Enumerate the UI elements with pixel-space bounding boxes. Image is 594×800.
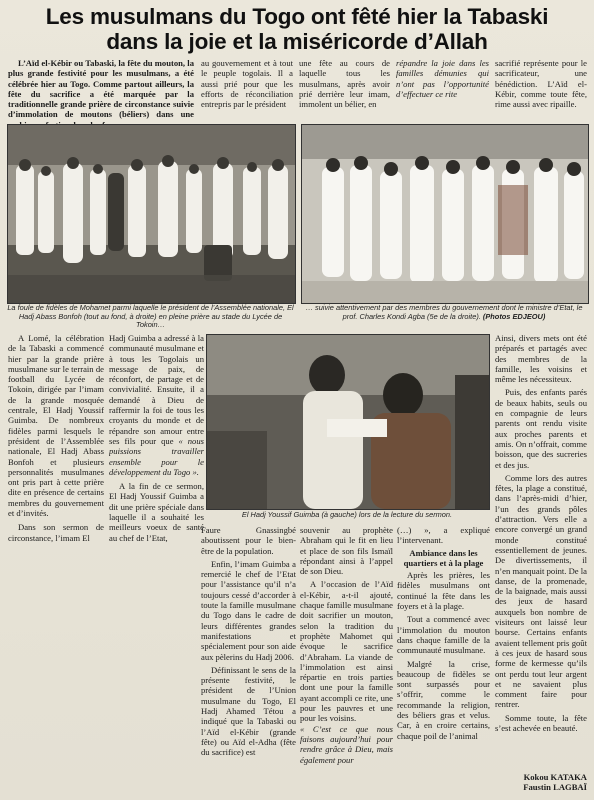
lead-text: L’Aïd el-Kébir ou Tabaski, la fête du mouton, la plus grande festivité pour les musulmans, a été célébrée hier au Togo. Comme partout ailleurs, la fête du sacrifice a été marquée par la traditionnelle grande prière de circonstance suivie d’immolation de moutons (béliers) dans une bbox=[8, 58, 194, 120]
caption-photo-1: La foule de fidèles de Mohamet parmi laquelle le président de l’Assemblée nationale, El Hadj Abass Bonfoh (tout au fond, à droite) en pleine prière au stade du Lycée de Tokoin… bbox=[7, 303, 294, 330]
col3-bot-quote: « C’est ce que nous faisons aujourd’hui pour rendre grâce à Dieu, mais également pour bbox=[300, 723, 393, 765]
column-3-bottom bbox=[300, 525, 393, 797]
col5-top-text: sacrifié représente pour le sacrificateur, une bénédiction. L’Aïd el-Kébir, comme toute fête, rime aussi avec ripaille. bbox=[495, 58, 587, 110]
government-members-image bbox=[302, 125, 588, 303]
column-4-top bbox=[396, 58, 489, 120]
section-subhead: Ambiance dans les quartiers et à la plage bbox=[403, 547, 484, 568]
col2-bot-b: Enfin, l’imam Guimba a remercié le chef de l’Etat pour l’assistance qu’il n’a toujours cessé d’accorder à toute la famille musulmane du Togo dans le cadre de leurs différentes grandes manifestations et spécialement pour son aide aux pèlerins du Hadj 2006. bbox=[201, 558, 296, 662]
col4-top-text: répandre la joie dans les familles démunies qui n’ont pas l’opportunité d’effectuer ce rite bbox=[396, 58, 489, 99]
col5-mid-d: Somme toute, la fête s’est achevée en beauté. bbox=[495, 712, 587, 733]
photo-government-members bbox=[301, 124, 589, 304]
col4-bot-b: Après les prières, les fidèles musulmans ont continué la fête dans les foyers et à la plage. bbox=[397, 570, 490, 612]
column-1-body bbox=[8, 333, 104, 573]
caption-photo-2 bbox=[301, 304, 587, 321]
lead-paragraph bbox=[8, 58, 194, 128]
col3-bot-a: souvenir au prophète Abraham qui le fit en lieu et place de son fils Ismaïl répondant ainsi à l’appel de son Dieu. bbox=[300, 525, 393, 577]
photo-credit: (Photos EDJEOU) bbox=[482, 311, 546, 321]
crowd-prayer-image bbox=[8, 125, 295, 303]
column-5-body bbox=[495, 333, 587, 793]
col5-mid: Ainsi, divers mets ont été préparés et partagés avec des membres de la famille, les voisins et même les nécessiteux. bbox=[495, 333, 587, 385]
col2-mid-a bbox=[109, 333, 204, 477]
col4-bot-d: Malgré la crise, beaucoup de fidèles se sont surpassés pour s’offrir, comme le recommande la religion, des béliers gras et velus. Car, à en croire certains, chaque poil de l’animal bbox=[397, 658, 490, 741]
col2-mid-a-text: Hadj Guimba a adressé à la communauté musulmane et à tous les Togolais un message de paix, de réconfort, de partage et de convivialité. Ensuite, il a demandé à Dieu de raffermir la foi de tous les croyants du monde et de répandre son amour entre ses fils pour que bbox=[109, 333, 204, 446]
author-2: Faustin LAGBAÏ bbox=[523, 782, 587, 792]
column-2-mid bbox=[109, 333, 204, 571]
caption-photo-3: El Hadj Youssif Guimba (à gauche) lors de la lecture du sermon. bbox=[241, 510, 453, 519]
col2-mid-b: A la fin de ce sermon, El Hadj Youssif Guimba a dit une prière spéciale dans laquelle il a souhaité les meilleurs voeux de santé au chef de l’Etat, bbox=[109, 481, 204, 543]
column-2-top bbox=[201, 58, 293, 120]
column-2-bottom bbox=[201, 525, 296, 797]
col2-bot-a: Faure Gnassingbé aboutissent pour le bien-être de la population. bbox=[201, 525, 296, 556]
col2-mid-quote: « nous puissions travailler ensemble pour le développement du Togo ». bbox=[109, 435, 204, 477]
col5-mid-c: Comme lors des autres fêtes, la plage a constitué, dans l’après-midi d’hier, l’un des grands pôles d’attraction. Vers elle a encore convergé un grand monde constitué essentiellement de jeunes. De divertissements, il n’en manquait point. De la danse, de la promenade, de la baignade, mais aussi des jeux de hasard auxquels bon nombre de visiteurs ont laissé leur bourse. Certains enfants avaient tellement pris goût à ces jeux de hasard sous forme de kermesse qu’ils ont perdu tout leur argent et ne savaient plus comment faire pour rentrer. bbox=[495, 472, 587, 710]
headline-line-1: Les musulmans du Togo ont fêté hier la Tabaski bbox=[45, 4, 549, 29]
col1-para-b: Dans son sermon de circonstance, l’imam El bbox=[8, 522, 104, 543]
col5-mid-b: Puis, des enfants parés de beaux habits, seuls ou en compagnie de leurs parents ont rendu visite aux proches parents et amis. On n’offrait, comme boisson, que des sucreries et des jus. bbox=[495, 387, 587, 470]
column-4-bottom bbox=[397, 525, 490, 797]
col3-top-text: une fête au cours de laquelle tous les musulmans, après avoir prié derrière leur imam, immolent un bélier, en bbox=[299, 58, 390, 110]
column-3-top bbox=[299, 58, 390, 120]
caption-photo-2-text: … suivie attentivement par des membres du gouvernement dont le ministre d’Etat, le prof. Charles Kondi Agba (5e de la droite). bbox=[305, 303, 583, 321]
sermon-image bbox=[207, 335, 489, 509]
column-5-top bbox=[495, 58, 587, 120]
headline-line-2: dans la joie et la miséricorde d’Allah bbox=[106, 29, 488, 54]
photo-crowd-prayer bbox=[7, 124, 296, 304]
author-1: Kokou KATAKA bbox=[523, 772, 587, 782]
col4-bot-c: Tout a commencé avec l’immolation du mouton dans chaque famille de la communauté musulmane. bbox=[397, 614, 490, 656]
col2-top-text: au gouvernement et à tout le peuple togolais. Il a aussi prié pour que les efforts de réconciliation entrepris par le président bbox=[201, 58, 293, 110]
byline bbox=[495, 772, 587, 792]
col4-bot-a: (…) », a expliqué l’intervenant. bbox=[397, 525, 490, 546]
col3-bot-b: A l’occasion de l’Aïd el-Kébir, a-t-il ajouté, chaque famille musulmane doit sacrifier un mouton, selon la tradition du prophète Mahomet qui évoque le sacrifice d’Abraham. La viande de l’immolation est ainsi répartie en trois parties dont une pour la famille ayant accompli ce rite, une pour les pauvres et une pour les voisins. bbox=[300, 579, 393, 724]
col2-bot-c: Définissant le sens de la présente festivité, le président de l’Union musulmane du Togo, El Hadj Ahamed Tétou a indiqué que la Tabaski ou l’Aïd el-Kébir (grande fête) ou Aïd el-Adha (fête du sacrifice) est bbox=[201, 664, 296, 758]
col1-para-a: A Lomé, la célébration de la Tabaski a commencé hier par la grande prière musulmane sur le terrain de football du Lycée de Tokoin, dirigée par l’imam de la grande mosquée centrale, El Hadj Youssif Guimba. De nombreux fidèles parmi lesquels le président de l’Assemblée nationale, El Hadj Abass Bonfoh et plusieurs personnalités musulmanes ont pris part à cette prière dite en présence de certains membres du gouvernement et d’invités. bbox=[8, 333, 104, 519]
photo-sermon bbox=[206, 334, 490, 510]
headline bbox=[6, 4, 588, 54]
